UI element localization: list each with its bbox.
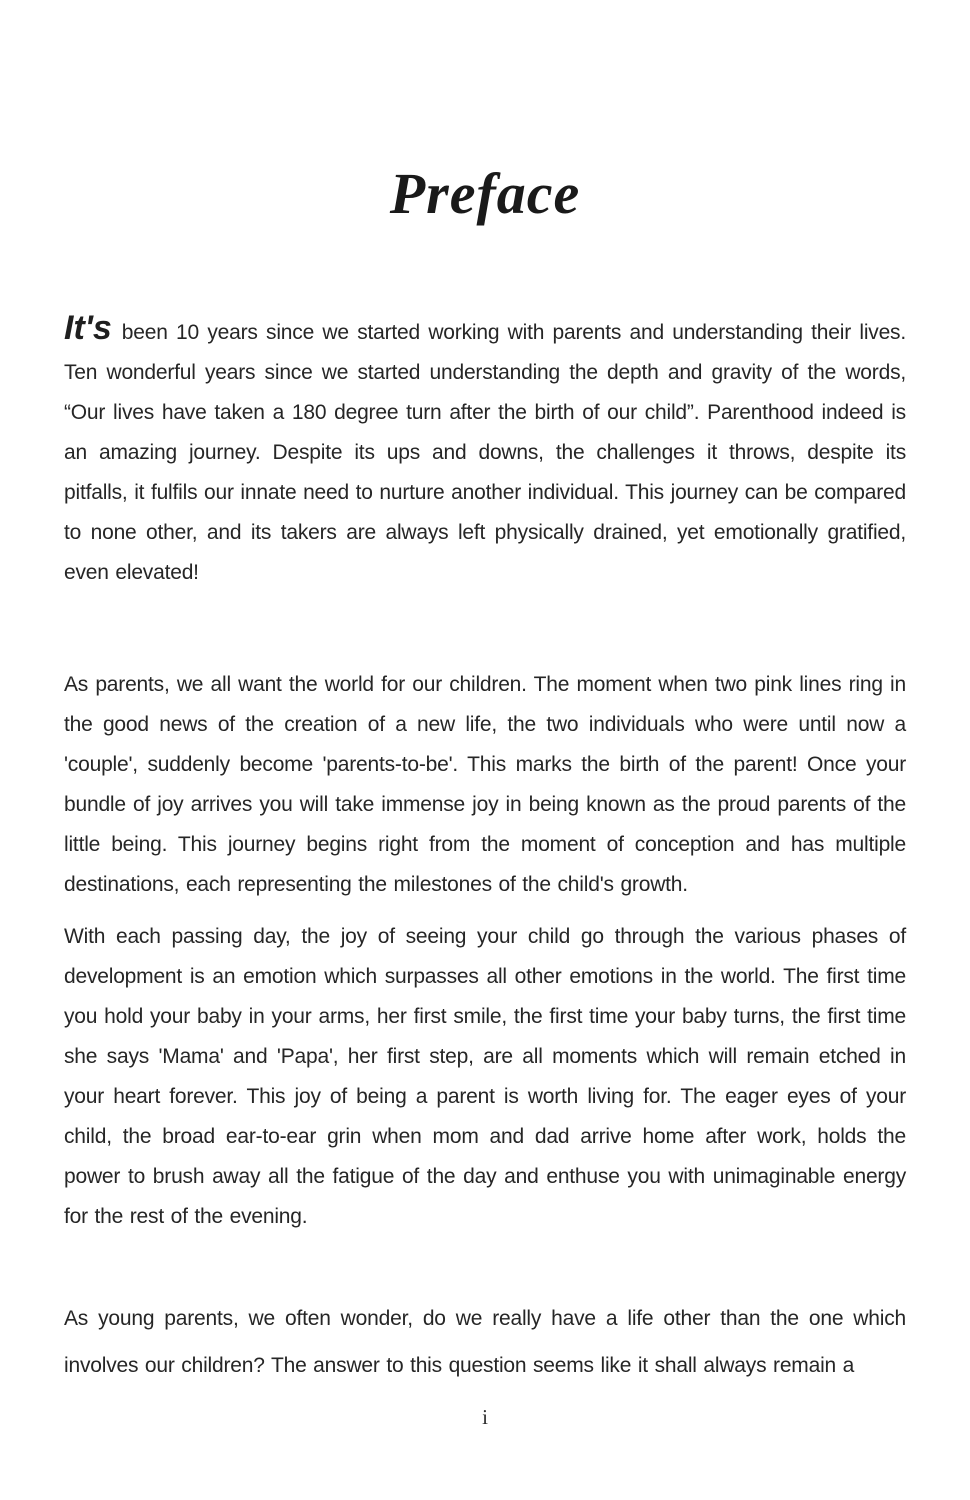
paragraph-2: As parents, we all want the world for our children. The moment when two pink lines ring in the good news of the creation of a new life, the two individuals who were until now a 'couple', suddenly become 'parents-to-be'. This marks the birth of the parent! Once your bundle of joy arrives you will take immense joy in being known as the proud parents of the little being. This journey begins right from the moment of conception and has multiple destinations, each representing the milestones of the child's growth. <box>64 673 906 896</box>
opening-word: It's <box>64 309 112 347</box>
paragraph-1-text: been 10 years since we started working with parents and understanding their lives. Ten wonderful years since we started understanding the depth and gravity of the words, “Our lives have taken a 180 degree turn after the birth of our child”. Parenthood indeed is an amazing journey. Despite its ups and downs, the challenges it throws, despite its pitfalls, it fulfils our innate need to nurture another individual. This journey can be compared to none other, and its takers are always left physically drained, yet emotionally gratified, even elevated! <box>64 321 906 584</box>
paragraph-3: With each passing day, the joy of seeing your child go through the various phases of development is an emotion which surpasses all other emotions in the world. The first time you hold your baby in your arms, her first smile, the first time your baby turns, the first time she says 'Mama' and 'Papa', her first step, are all moments which will remain etched in your heart forever. This joy of being a parent is worth living for. The eager eyes of your child, the broad ear-to-ear grin when mom and dad arrive home after work, holds the power to brush away all the fatigue of the day and enthuse you with unimaginable energy for the rest of the evening. <box>64 925 906 1228</box>
paragraph-4: As young parents, we often wonder, do we really have a life other than the one which involves our children? The answer to this question seems like it shall always remain a <box>64 1307 906 1377</box>
page-body <box>64 308 906 1389</box>
paragraph-1 <box>64 308 906 593</box>
page-number: i <box>482 1405 488 1429</box>
page-title: Preface <box>389 161 581 226</box>
